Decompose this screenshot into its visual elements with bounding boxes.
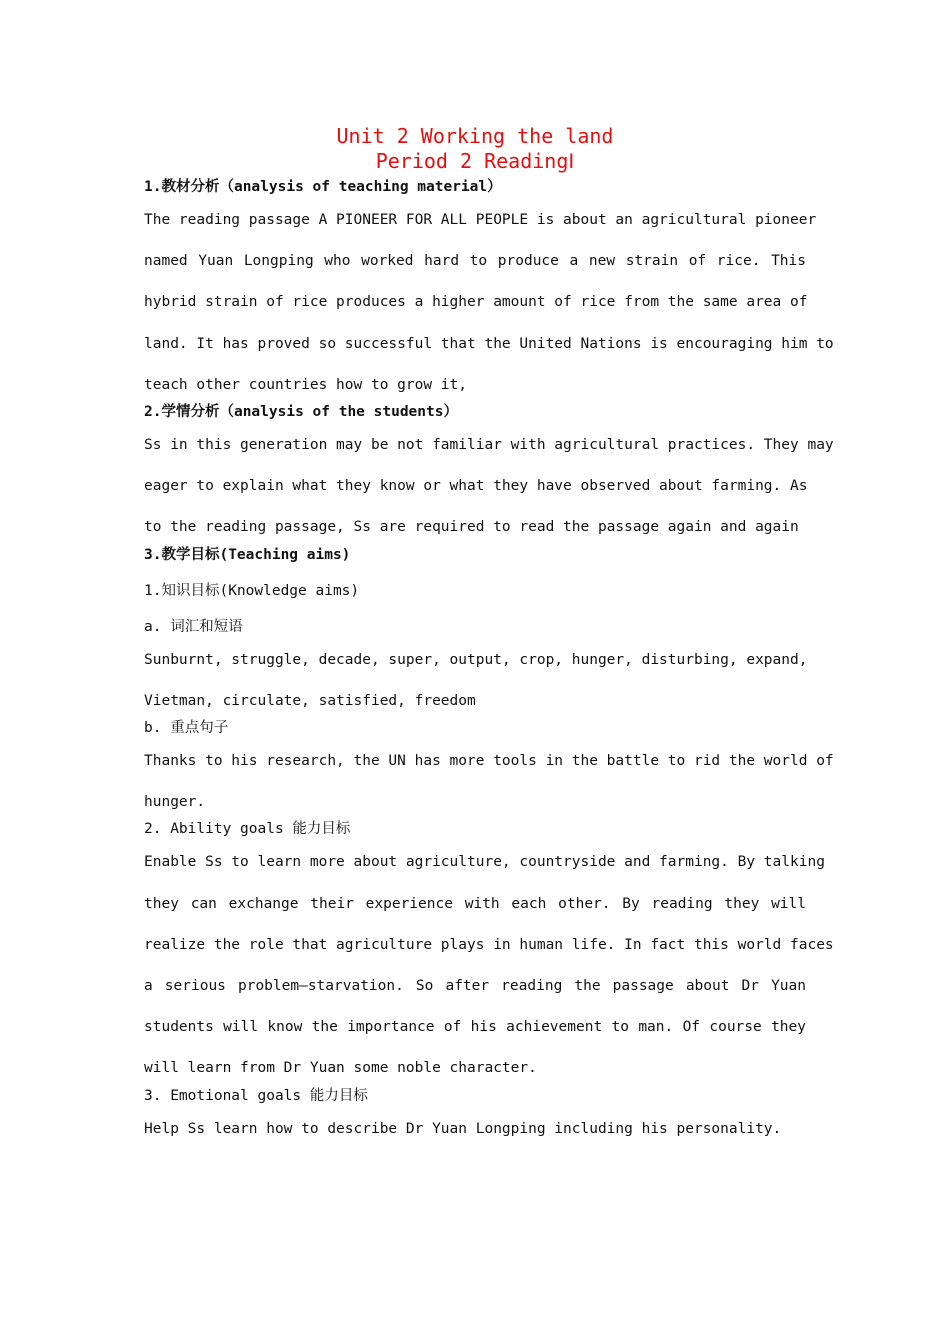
text-line: land. It has proved so successful that the United Nations is encouraging him to — [144, 335, 834, 352]
subheading-vocabulary: a. 词汇和短语 — [144, 618, 243, 635]
subheading-emotional-goals: 3. Emotional goals 能力目标 — [144, 1087, 368, 1104]
paragraph-ability-goals — [144, 842, 834, 1089]
text-line: eager to explain what they know or what they have observed about farming. As — [144, 478, 808, 495]
subheading-key-sentences: b. 重点句子 — [144, 720, 229, 737]
paragraph-key-sentences — [144, 741, 834, 823]
text-line: a serious problem—starvation. So after reading the passage about Dr Yuan — [144, 978, 806, 995]
paragraph-students — [144, 425, 834, 549]
text-line: Enable Ss to learn more about agriculture, countryside and farming. By talking — [144, 854, 825, 871]
subheading-ability-goals: 2. Ability goals 能力目标 — [144, 821, 351, 838]
document-page — [144, 124, 834, 1150]
document-title — [144, 124, 806, 174]
section-heading-teaching-material: 1.教材分析（analysis of teaching material） — [144, 179, 502, 195]
text-line: Vietman, circulate, satisfied, freedom — [144, 692, 476, 709]
text-line: The reading passage A PIONEER FOR ALL PEOPLE is about an agricultural pioneer — [144, 212, 817, 228]
text-line: hybrid strain of rice produces a higher amount of rice from the same area of — [144, 294, 808, 311]
text-line: Ss in this generation may be not familiar with agricultural practices. They may — [144, 437, 834, 454]
title-line-unit: Unit 2 Working the land — [336, 124, 614, 148]
text-line: students will know the importance of his achievement to man. Of course they — [144, 1019, 806, 1036]
text-line: named Yuan Longping who worked hard to produce a new strain of rice. This — [144, 253, 806, 270]
text-line: will learn from Dr Yuan some noble character. — [144, 1060, 537, 1077]
section-heading-teaching-aims: 3.教学目标(Teaching aims) — [144, 546, 351, 563]
text-line: Thanks to his research, the UN has more tools in the battle to rid the world of — [144, 753, 834, 770]
subheading-knowledge-aims: 1.知识目标(Knowledge aims) — [144, 582, 360, 599]
text-line: they can exchange their experience with each other. By reading they will — [144, 895, 806, 912]
text-line: teach other countries how to grow it, — [144, 376, 468, 393]
paragraph-teaching-material — [144, 200, 834, 406]
text-line: Help Ss learn how to describe Dr Yuan Longping including his personality. — [144, 1120, 782, 1137]
text-line: Sunburnt, struggle, decade, super, output, crop, hunger, disturbing, expand, — [144, 651, 808, 668]
text-line: to the reading passage, Ss are required to read the passage again and again — [144, 519, 799, 536]
text-line: hunger. — [144, 794, 206, 811]
section-heading-students: 2.学情分析（analysis of the students） — [144, 404, 458, 421]
title-line-period: Period 2 ReadingⅠ — [375, 149, 575, 173]
paragraph-vocabulary — [144, 640, 806, 722]
paragraph-emotional-goals — [144, 1109, 806, 1150]
text-line: realize the role that agriculture plays in human life. In fact this world faces — [144, 936, 834, 953]
